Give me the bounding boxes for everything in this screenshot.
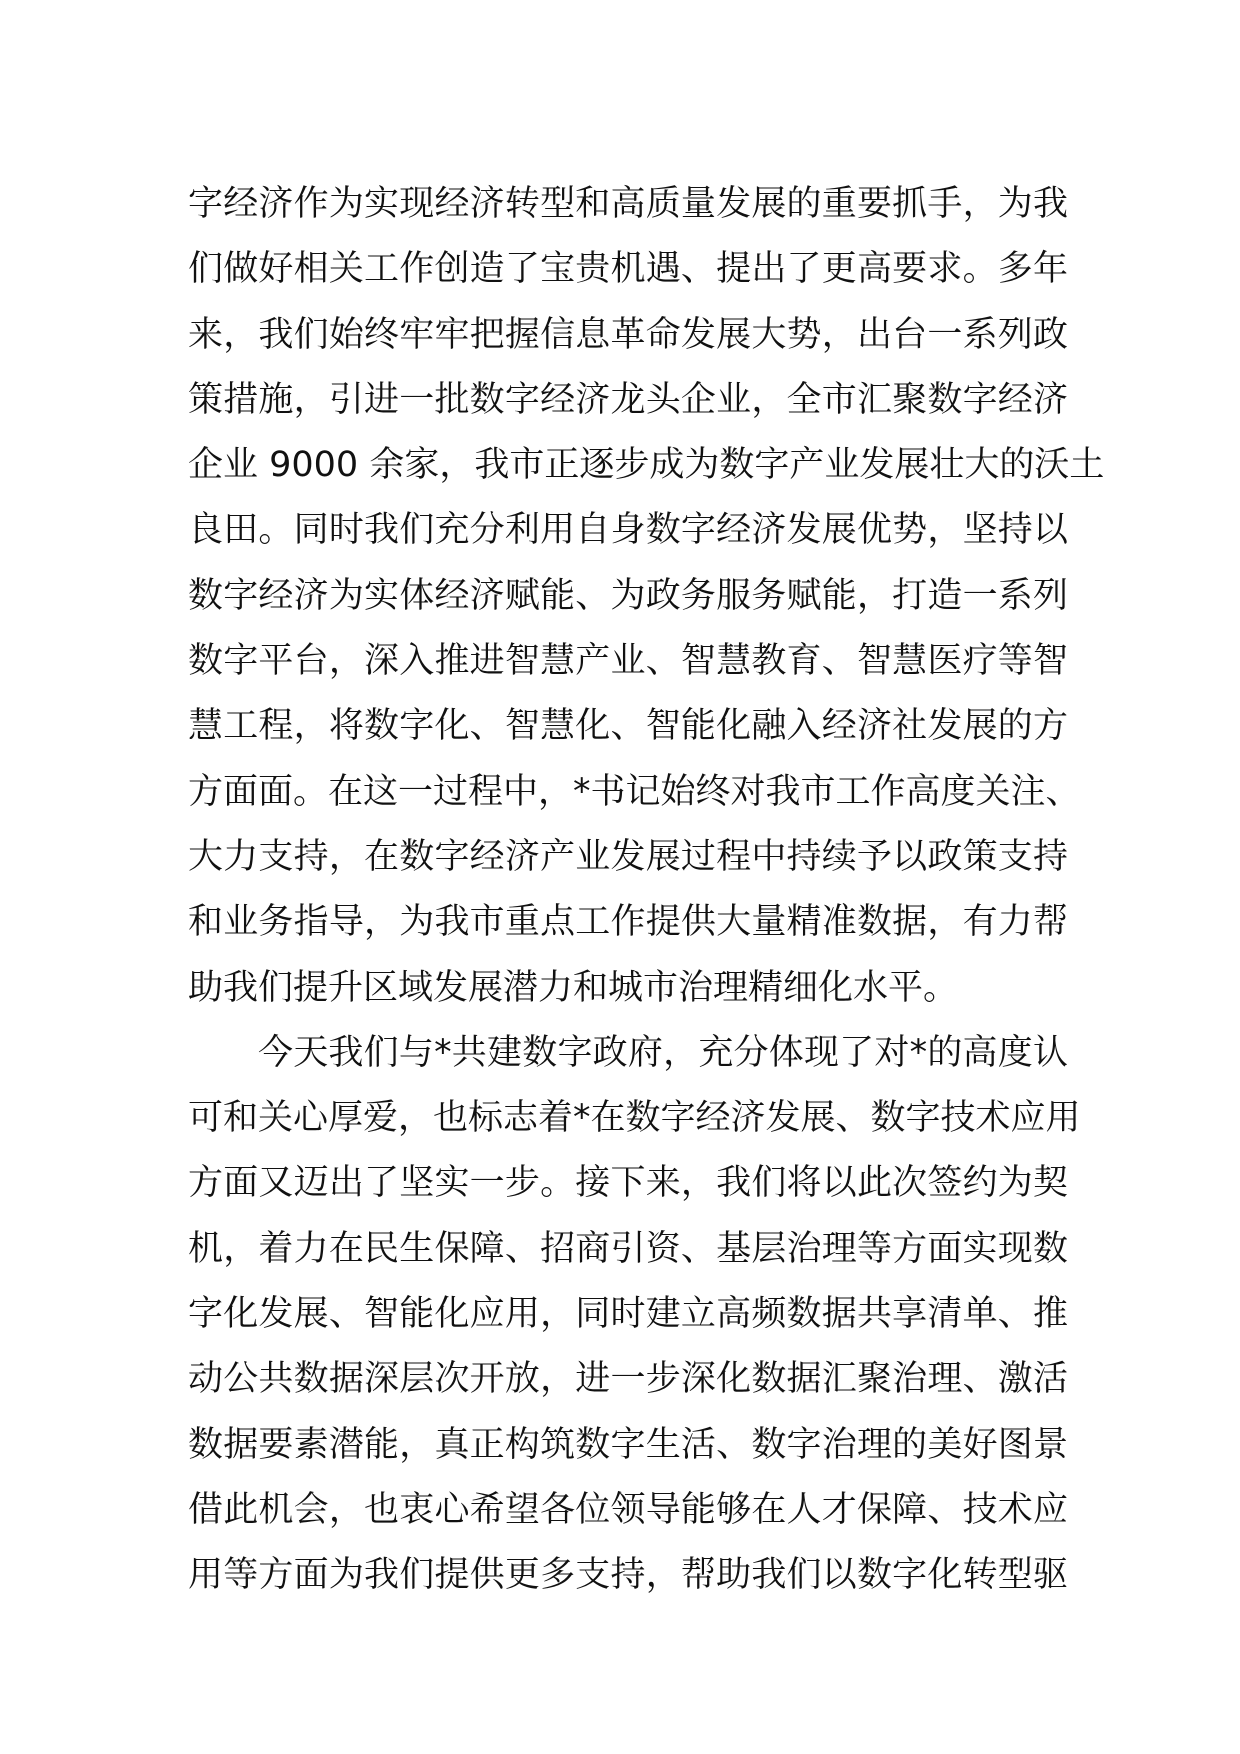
text-line: 方面又迈出了坚实一步。接下来，我们将以此次签约为契	[188, 1163, 1068, 1204]
text-line: 机，着力在民生保障、招商引资、基层治理等方面实现数	[188, 1228, 1068, 1269]
text-line: 今天我们与*共建数字政府，充分体现了对*的高度认	[258, 1032, 1068, 1073]
text-line: 慧工程，将数字化、智慧化、智能化融入经济社发展的方	[188, 706, 1068, 747]
text-line: 和业务指导，为我市重点工作提供大量精准数据，有力帮	[188, 902, 1068, 943]
text-line: 们做好相关工作创造了宝贵机遇、提出了更高要求。多年	[188, 249, 1068, 290]
text-line: 借此机会，也衷心希望各位领导能够在人才保障、技术应	[188, 1489, 1068, 1530]
body-text	[188, 172, 1105, 1609]
text-line: 字化发展、智能化应用，同时建立高频数据共享清单、推	[188, 1294, 1068, 1335]
text-line: 数据要素潜能，真正构筑数字生活、数字治理的美好图景	[188, 1424, 1068, 1465]
text-line: 字经济作为实现经济转型和高质量发展的重要抓手，为我	[188, 184, 1068, 224]
text-line: 助我们提升区域发展潜力和城市治理精细化水平。	[188, 967, 959, 1008]
paragraph-2	[188, 1021, 1081, 1609]
text-line: 良田。同时我们充分利用自身数字经济发展优势，坚持以	[188, 510, 1068, 551]
text-line: 企业 9000 余家，我市正逐步成为数字产业发展壮大的沃土	[188, 445, 1105, 486]
text-line: 用等方面为我们提供更多支持，帮助我们以数字化转型驱	[188, 1555, 1068, 1596]
text-line: 动公共数据深层次开放，进一步深化数据汇聚治理、激活	[188, 1359, 1068, 1400]
text-line: 策措施，引进一批数字经济龙头企业，全市汇聚数字经济	[188, 379, 1068, 420]
text-line: 来，我们始终牢牢把握信息革命发展大势，出台一系列政	[188, 314, 1068, 355]
text-line: 可和关心厚爱，也标志着*在数字经济发展、数字技术应用	[188, 1098, 1081, 1139]
text-line: 数字平台，深入推进智慧产业、智慧教育、智慧医疗等智	[188, 641, 1068, 682]
text-line: 大力支持，在数字经济产业发展过程中持续予以政策支持	[188, 836, 1068, 877]
text-line: 数字经济为实体经济赋能、为政务服务赋能，打造一系列	[188, 575, 1068, 616]
text-line: 方面面。在这一过程中，*书记始终对我市工作高度关注、	[188, 771, 1081, 812]
paragraph-1	[188, 172, 1105, 1021]
